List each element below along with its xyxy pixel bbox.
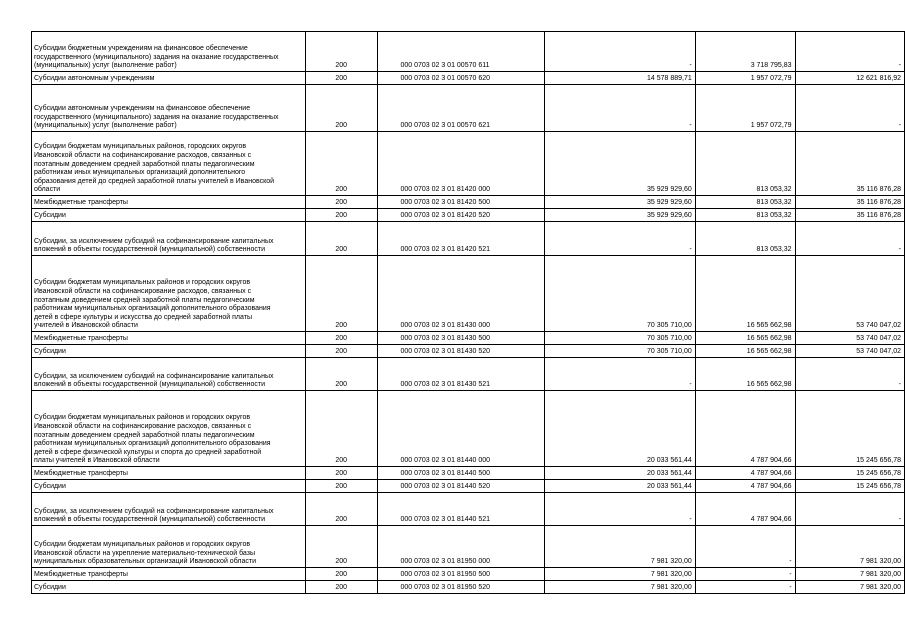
row-unexecuted: 53 740 047,02 <box>795 345 904 358</box>
row-code: 200 <box>305 526 378 568</box>
row-kbk: 000 0703 02 3 01 00570 620 <box>378 72 545 85</box>
row-kbk: 000 0703 02 3 01 81440 000 <box>378 391 545 467</box>
row-kbk: 000 0703 02 3 01 81950 520 <box>378 581 545 594</box>
row-executed: 16 565 662,98 <box>695 358 795 391</box>
row-executed: 16 565 662,98 <box>695 332 795 345</box>
row-approved: 20 033 561,44 <box>545 391 696 467</box>
row-executed: 4 787 904,66 <box>695 480 795 493</box>
row-name: Субсидии <box>32 480 306 493</box>
row-name: Субсидии бюджетам муниципальных районов и городских округов Ивановской области на софинансирование расходов, связанных с поэтапным доведением средней заработной платы педагогическим работникам муниципальных организаций дополнительного образования детей в сфере физической культуры и спорта до средней заработной платы учителей в Ивановской области <box>32 391 306 467</box>
table-row <box>32 568 905 581</box>
row-unexecuted: 53 740 047,02 <box>795 332 904 345</box>
row-executed: 4 787 904,66 <box>695 493 795 526</box>
table-row <box>32 467 905 480</box>
row-code: 200 <box>305 480 378 493</box>
table-row <box>32 480 905 493</box>
row-kbk: 000 0703 02 3 01 81430 521 <box>378 358 545 391</box>
table-row <box>32 358 905 391</box>
row-executed: 4 787 904,66 <box>695 467 795 480</box>
table-row <box>32 493 905 526</box>
row-approved: 7 981 320,00 <box>545 568 696 581</box>
budget-execution-table <box>31 31 905 594</box>
row-code: 200 <box>305 32 378 72</box>
row-code: 200 <box>305 132 378 196</box>
row-name: Субсидии, за исключением субсидий на софинансирование капитальных вложений в объекты государственной (муниципальной) собственности <box>32 358 306 391</box>
row-executed: 813 053,32 <box>695 132 795 196</box>
table-row <box>32 132 905 196</box>
row-approved: 70 305 710,00 <box>545 345 696 358</box>
row-unexecuted: 7 981 320,00 <box>795 526 904 568</box>
row-unexecuted: 53 740 047,02 <box>795 256 904 332</box>
row-executed: - <box>695 581 795 594</box>
row-executed: 1 957 072,79 <box>695 85 795 132</box>
row-kbk: 000 0703 02 3 01 81420 521 <box>378 222 545 256</box>
row-kbk: 000 0703 02 3 01 81440 521 <box>378 493 545 526</box>
row-approved: 7 981 320,00 <box>545 581 696 594</box>
row-unexecuted: - <box>795 358 904 391</box>
table-row <box>32 72 905 85</box>
row-executed: 16 565 662,98 <box>695 345 795 358</box>
table-row <box>32 196 905 209</box>
row-unexecuted: 15 245 656,78 <box>795 467 904 480</box>
row-code: 200 <box>305 493 378 526</box>
row-executed: - <box>695 568 795 581</box>
row-kbk: 000 0703 02 3 01 81950 000 <box>378 526 545 568</box>
row-executed: - <box>695 526 795 568</box>
row-code: 200 <box>305 256 378 332</box>
row-approved: 35 929 929,60 <box>545 196 696 209</box>
row-approved: 14 578 889,71 <box>545 72 696 85</box>
row-code: 200 <box>305 568 378 581</box>
row-code: 200 <box>305 196 378 209</box>
row-name: Межбюджетные трансферты <box>32 332 306 345</box>
row-kbk: 000 0703 02 3 01 81430 520 <box>378 345 545 358</box>
row-kbk: 000 0703 02 3 01 00570 621 <box>378 85 545 132</box>
table-row <box>32 391 905 467</box>
row-unexecuted: 7 981 320,00 <box>795 568 904 581</box>
row-approved: - <box>545 358 696 391</box>
row-approved: - <box>545 85 696 132</box>
table-row <box>32 222 905 256</box>
row-code: 200 <box>305 467 378 480</box>
row-name: Субсидии бюджетам муниципальных районов, городских округов Ивановской области на софинансирование расходов, связанных с поэтапным доведением средней заработной платы педагогическим работникам иных муниципальных организаций дополнительного образования детей до средней заработной платы учителей в Ивановской области <box>32 132 306 196</box>
row-unexecuted: 35 116 876,28 <box>795 209 904 222</box>
row-approved: - <box>545 493 696 526</box>
row-kbk: 000 0703 02 3 01 81950 500 <box>378 568 545 581</box>
row-executed: 16 565 662,98 <box>695 256 795 332</box>
row-approved: 35 929 929,60 <box>545 132 696 196</box>
row-code: 200 <box>305 85 378 132</box>
row-name: Субсидии бюджетам муниципальных районов и городских округов Ивановской области на софинансирование расходов, связанных с поэтапным доведением средней заработной платы педагогическим работникам муниципальных организаций дополнительного образования детей в сфере культуры и искусства до средней заработной платы учителей в Ивановской области <box>32 256 306 332</box>
row-approved: 70 305 710,00 <box>545 332 696 345</box>
row-name: Межбюджетные трансферты <box>32 467 306 480</box>
row-name: Субсидии автономным учреждениям на финансовое обеспечение государственного (муниципального) задания на оказание государственных (муниципальных) услуг (выполнение работ) <box>32 85 306 132</box>
row-unexecuted: 35 116 876,28 <box>795 132 904 196</box>
row-kbk: 000 0703 02 3 01 81420 520 <box>378 209 545 222</box>
row-code: 200 <box>305 581 378 594</box>
table-row <box>32 332 905 345</box>
row-code: 200 <box>305 358 378 391</box>
row-kbk: 000 0703 02 3 01 81440 520 <box>378 480 545 493</box>
row-code: 200 <box>305 209 378 222</box>
row-name: Субсидии бюджетам муниципальных районов и городских округов Ивановской области на укрепление материально-технической базы муниципальных образовательных организаций Ивановской области <box>32 526 306 568</box>
table-row <box>32 209 905 222</box>
row-executed: 3 718 795,83 <box>695 32 795 72</box>
row-executed: 1 957 072,79 <box>695 72 795 85</box>
row-approved: 70 305 710,00 <box>545 256 696 332</box>
row-unexecuted: - <box>795 222 904 256</box>
row-executed: 813 053,32 <box>695 209 795 222</box>
row-name: Межбюджетные трансферты <box>32 196 306 209</box>
row-unexecuted: 15 245 656,78 <box>795 480 904 493</box>
table-row <box>32 32 905 72</box>
row-approved: 7 981 320,00 <box>545 526 696 568</box>
row-executed: 813 053,32 <box>695 222 795 256</box>
row-name: Субсидии <box>32 581 306 594</box>
row-kbk: 000 0703 02 3 01 81430 500 <box>378 332 545 345</box>
row-unexecuted: 15 245 656,78 <box>795 391 904 467</box>
row-kbk: 000 0703 02 3 01 81430 000 <box>378 256 545 332</box>
row-name: Субсидии, за исключением субсидий на софинансирование капитальных вложений в объекты государственной (муниципальной) собственности <box>32 493 306 526</box>
row-unexecuted: 12 621 816,92 <box>795 72 904 85</box>
row-unexecuted: - <box>795 32 904 72</box>
table-row <box>32 345 905 358</box>
row-code: 200 <box>305 332 378 345</box>
row-code: 200 <box>305 222 378 256</box>
row-code: 200 <box>305 72 378 85</box>
table-row <box>32 526 905 568</box>
row-name: Субсидии <box>32 345 306 358</box>
row-approved: 20 033 561,44 <box>545 467 696 480</box>
row-unexecuted: - <box>795 85 904 132</box>
row-approved: - <box>545 32 696 72</box>
row-kbk: 000 0703 02 3 01 81440 500 <box>378 467 545 480</box>
row-unexecuted: - <box>795 493 904 526</box>
row-name: Субсидии, за исключением субсидий на софинансирование капитальных вложений в объекты государственной (муниципальной) собственности <box>32 222 306 256</box>
row-unexecuted: 7 981 320,00 <box>795 581 904 594</box>
row-name: Межбюджетные трансферты <box>32 568 306 581</box>
row-kbk: 000 0703 02 3 01 81420 500 <box>378 196 545 209</box>
row-unexecuted: 35 116 876,28 <box>795 196 904 209</box>
table-row <box>32 85 905 132</box>
row-executed: 4 787 904,66 <box>695 391 795 467</box>
row-kbk: 000 0703 02 3 01 00570 611 <box>378 32 545 72</box>
row-name: Субсидии бюджетным учреждениям на финансовое обеспечение государственного (муниципального) задания на оказание государственных (муниципальных) услуг (выполнение работ) <box>32 32 306 72</box>
row-kbk: 000 0703 02 3 01 81420 000 <box>378 132 545 196</box>
row-name: Субсидии <box>32 209 306 222</box>
row-name: Субсидии автономным учреждениям <box>32 72 306 85</box>
row-code: 200 <box>305 345 378 358</box>
row-approved: - <box>545 222 696 256</box>
table-row <box>32 256 905 332</box>
row-code: 200 <box>305 391 378 467</box>
row-approved: 20 033 561,44 <box>545 480 696 493</box>
row-approved: 35 929 929,60 <box>545 209 696 222</box>
row-executed: 813 053,32 <box>695 196 795 209</box>
table-row <box>32 581 905 594</box>
